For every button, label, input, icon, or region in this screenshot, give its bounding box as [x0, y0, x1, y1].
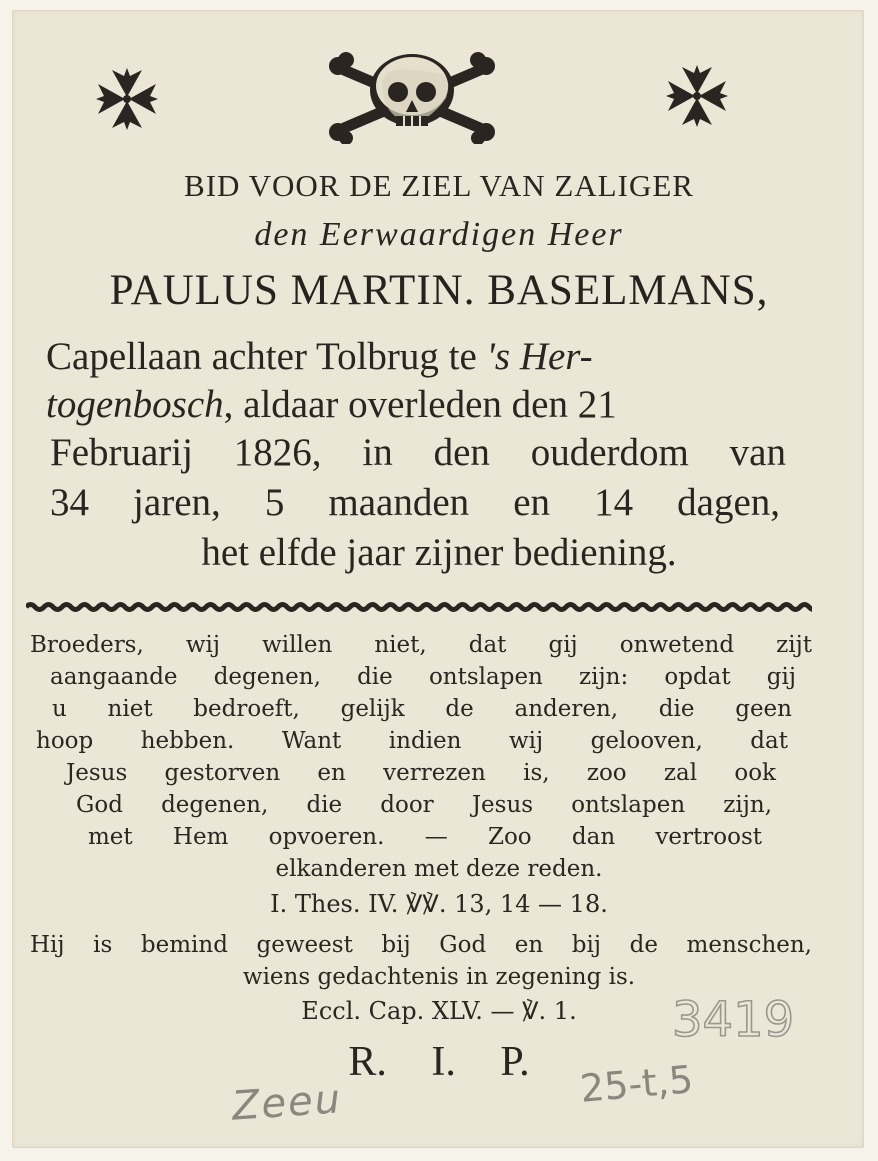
quote-line: Hij is bemind geweest bij God en bij de menschen,	[30, 932, 812, 958]
scripture-line: God degenen, die door Jesus ontslapen zijn,	[76, 792, 772, 818]
scripture-line: elkanderen met deze reden.	[275, 856, 603, 882]
bio-line-2: togenbosch, aldaar overleden den 21	[46, 383, 617, 426]
scripture-line: Jesus gestorven en verrezen is, zoo zal ook	[66, 760, 776, 786]
scripture-line: Broeders, wij willen niet, dat gij onwetend zijt	[30, 632, 812, 658]
bio-line-1: Capellaan achter Tolbrug te 's Her-	[46, 335, 593, 378]
scripture-line: hoop hebben. Want indien wij gelooven, dat	[36, 728, 788, 754]
deceased-name: PAULUS MARTIN. BASELMANS,	[109, 267, 769, 314]
quote-line: wiens gedachtenis in zegening is.	[242, 964, 636, 990]
bio-line-5: het elfde jaar zijner bediening.	[201, 531, 677, 574]
pencil-price-annotation: 25-t,5	[578, 1057, 695, 1111]
scripture-reference: I. Thes. IV. ℣℣. 13, 14 — 18.	[270, 890, 608, 918]
scripture-line: met Hem opvoeren. — Zoo dan vertroost	[88, 824, 762, 850]
maltese-cross-icon	[664, 62, 730, 130]
rip-text: R. I. P.	[348, 1039, 530, 1085]
skull-and-crossbones-icon	[326, 48, 498, 144]
pencil-name-annotation: Zeeu	[230, 1076, 344, 1130]
scripture-line: aangaande degenen, die ontslapen zijn: opdat gij	[50, 664, 796, 690]
pencil-number-annotation	[668, 990, 798, 1050]
svg-text:3419: 3419	[672, 992, 795, 1048]
maltese-cross-icon	[94, 66, 160, 132]
quote-reference: Eccl. Cap. XLV. — ℣. 1.	[301, 997, 577, 1025]
bio-line-3: Februarij 1826, in den ouderdom van	[50, 431, 786, 474]
prayer-heading: BID VOOR DE ZIEL VAN ZALIGER	[184, 168, 694, 203]
honorific-line: den Eerwaardigen Heer	[254, 216, 624, 253]
bio-line-4: 34 jaren, 5 maanden en 14 dagen,	[50, 481, 780, 524]
wave-divider	[26, 596, 812, 618]
scripture-line: u niet bedroeft, gelijk de anderen, die geen	[52, 696, 792, 722]
